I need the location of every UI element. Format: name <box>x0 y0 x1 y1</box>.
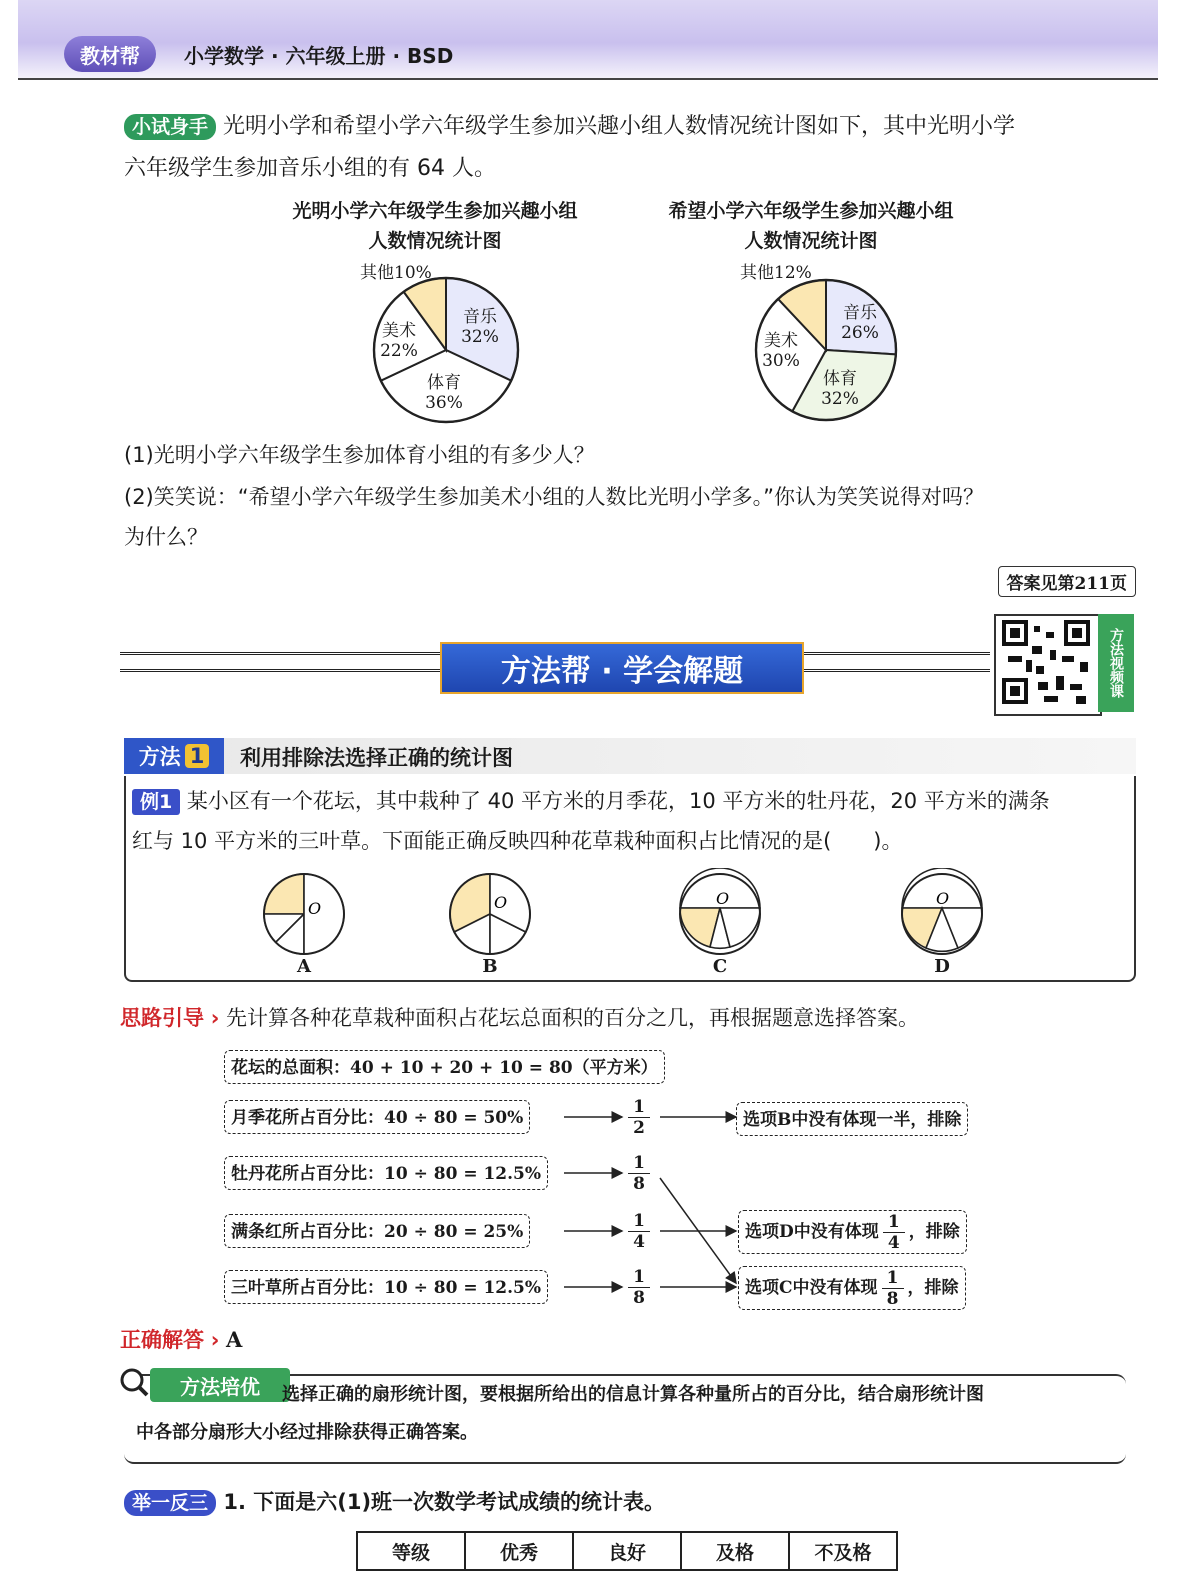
pie1-title <box>250 196 620 256</box>
result-c-den: 8 <box>886 1288 899 1309</box>
table-header-row <box>357 1532 897 1570</box>
method-tag-label: 方法 <box>138 745 181 769</box>
fraction-1-8-b-num: 1 <box>633 1267 645 1287</box>
option-b-center-mark: O <box>494 893 508 912</box>
result-c-text: 选项C中没有体现 <box>745 1278 878 1298</box>
pie1-art-label: 美术 <box>382 321 416 341</box>
tip-line-2: 中各部分扇形大小经过排除获得正确答案。 <box>136 1422 478 1443</box>
video-course-tab[interactable]: 方法视频课 <box>1098 614 1134 712</box>
header-title: 小学数学 · 六年级上册 · BSD <box>184 44 454 68</box>
qr-code-icon <box>996 616 1096 710</box>
fraction-1-4-num: 1 <box>633 1211 645 1231</box>
fraction-1-8-b-den: 8 <box>633 1288 645 1308</box>
practice-text: 1. 下面是六(1)班一次数学考试成绩的统计表。 <box>223 1490 666 1514</box>
fraction-1-8-a-num: 1 <box>633 1153 645 1173</box>
method-title: 利用排除法选择正确的统计图 <box>240 746 513 770</box>
result-c <box>738 1266 966 1310</box>
example-tag: 例1 <box>132 789 180 815</box>
option-d-label[interactable]: D <box>934 956 950 977</box>
guide-text: 先计算各种花草栽种面积占花坛总面积的百分之几，再根据题意选择答案。 <box>226 1006 920 1030</box>
example-line-2: 红与 10 平方米的三叶草。下面能正确反映四种花草栽种面积占比情况的是( )。 <box>132 829 903 853</box>
pie1-music-pct: 32% <box>461 327 499 347</box>
result-d-post: ，排除 <box>908 1222 960 1242</box>
table-header-cell: 及格 <box>681 1532 789 1570</box>
option-c-label[interactable]: C <box>712 956 728 977</box>
fraction-1-2-den: 2 <box>633 1118 645 1138</box>
question-2: (2)笑笑说：“希望小学六年级学生参加美术小组的人数比光明小学多。”你认为笑笑说得对吗？ <box>124 485 985 509</box>
correct-answer: 正确解答 › A <box>120 1327 243 1352</box>
table-header-cell: 良好 <box>573 1532 681 1570</box>
pie2-sport-label: 体育 <box>823 369 857 389</box>
magnifier-icon <box>118 1366 150 1398</box>
pie2-outside-label: 其他12% <box>740 263 812 283</box>
guide-line: 思路引导 › 先计算各种花草栽种面积占花坛总面积的百分之几，再根据题意选择答案。 <box>120 1006 920 1030</box>
banner-rule-left <box>120 652 440 672</box>
trial-line-1 <box>124 106 1144 148</box>
pie1-title-line2: 人数情况统计图 <box>368 230 502 252</box>
qr-code[interactable] <box>994 614 1102 716</box>
fraction-1-8-a-den: 8 <box>633 1174 645 1194</box>
answer-reference[interactable]: 答案见第211页 <box>998 566 1137 597</box>
tip-line-1: 选择正确的扇形统计图，要根据所给出的信息计算各种量所占的百分比，结合扇形统计图 <box>282 1384 984 1405</box>
grades-table <box>356 1531 898 1571</box>
fraction-1-2-num: 1 <box>633 1097 645 1117</box>
calc-row-peony: 牡丹花所占百分比：10 ÷ 80 = 12.5% <box>224 1156 548 1190</box>
method-tag <box>124 738 224 774</box>
pie2-title-line1: 希望小学六年级学生参加兴趣小组 <box>668 200 954 222</box>
option-c-center-mark: O <box>716 889 730 908</box>
calc-row-rose: 月季花所占百分比：40 ÷ 80 = 50% <box>224 1100 530 1134</box>
pie2-art-label: 美术 <box>764 331 798 351</box>
result-c-post: ，排除 <box>907 1278 959 1298</box>
banner-rule-right <box>800 652 990 672</box>
option-c-pie[interactable] <box>674 868 766 960</box>
pie2-slice-music <box>832 298 888 343</box>
result-c-fraction <box>882 1269 904 1308</box>
pie1-slice-sport <box>416 368 472 413</box>
pie2-sport-pct: 32% <box>821 389 859 409</box>
guide-label: 思路引导 <box>120 1006 204 1030</box>
practice-tag: 举一反三 <box>124 1490 216 1516</box>
table-header-cell: 等级 <box>357 1532 465 1570</box>
calc-total: 花坛的总面积：40 + 10 + 20 + 10 = 80（平方米） <box>224 1050 665 1084</box>
pie1-music-label: 音乐 <box>463 307 497 327</box>
result-d-den: 4 <box>887 1232 900 1253</box>
trial-tag: 小试身手 <box>124 114 216 140</box>
pie2-slice-sport <box>812 364 868 409</box>
result-d <box>738 1210 967 1254</box>
correct-answer-value: A <box>226 1327 243 1352</box>
pie2-title-line2: 人数情况统计图 <box>744 230 878 252</box>
question-2-cont: 为什么？ <box>124 525 208 549</box>
brand-tag: 教材帮 <box>64 36 156 72</box>
flow-arrows <box>560 1097 750 1300</box>
option-b-label[interactable]: B <box>482 956 498 977</box>
trial-line-2: 六年级学生参加音乐小组的有 64 人。 <box>124 156 496 181</box>
calc-row-mantiaohong: 满条红所占百分比：20 ÷ 80 = 25% <box>224 1214 530 1248</box>
result-c-num: 1 <box>886 1267 899 1288</box>
result-b: 选项B中没有体现一半，排除 <box>736 1102 968 1136</box>
pie1-sport-pct: 36% <box>425 393 463 413</box>
fraction-1-4-den: 4 <box>633 1232 645 1252</box>
table-header-cell: 优秀 <box>465 1532 573 1570</box>
result-d-num: 1 <box>887 1211 900 1232</box>
trial-text-1: 光明小学和希望小学六年级学生参加兴趣小组人数情况统计图如下，其中光明小学 <box>223 114 1016 139</box>
option-d-center-mark: O <box>936 889 950 908</box>
option-b-pie[interactable] <box>444 868 536 960</box>
practice-line <box>124 1486 665 1516</box>
option-d-pie[interactable] <box>896 868 988 960</box>
pie2-music-label: 音乐 <box>843 303 877 323</box>
pie1-sport-label: 体育 <box>427 373 461 393</box>
option-a-pie[interactable] <box>258 868 350 960</box>
option-a-center-mark: O <box>308 899 322 918</box>
question-1: (1)光明小学六年级学生参加体育小组的有多少人？ <box>124 443 595 467</box>
pie2-music-pct: 26% <box>841 323 879 343</box>
pie1-art-pct: 22% <box>380 341 418 361</box>
section-banner: 方法帮 · 学会解题 <box>440 642 804 694</box>
tip-tag: 方法培优 <box>150 1368 290 1402</box>
pie2-slice-art <box>756 326 806 371</box>
calc-row-clover: 三叶草所占百分比：10 ÷ 80 = 12.5% <box>224 1270 548 1304</box>
pie2-title <box>626 196 996 256</box>
result-d-fraction <box>883 1213 905 1252</box>
correct-answer-label: 正确解答 <box>120 1328 204 1352</box>
pie1-outside-label: 其他10% <box>360 263 432 283</box>
table-header-cell: 不及格 <box>789 1532 897 1570</box>
pie1-slice-music <box>452 302 508 347</box>
example-text-1: 某小区有一个花坛，其中栽种了 40 平方米的月季花，10 平方米的牡丹花，20 平方米的满条 <box>186 789 1050 813</box>
option-a-label[interactable]: A <box>297 956 311 977</box>
pie1-title-line1: 光明小学六年级学生参加兴趣小组 <box>292 200 578 222</box>
pie2-art-pct: 30% <box>762 351 800 371</box>
result-d-text: 选项D中没有体现 <box>745 1222 879 1242</box>
pie1-slice-art <box>374 316 424 361</box>
example-line-1 <box>132 780 1132 822</box>
method-number: 1 <box>185 744 210 768</box>
